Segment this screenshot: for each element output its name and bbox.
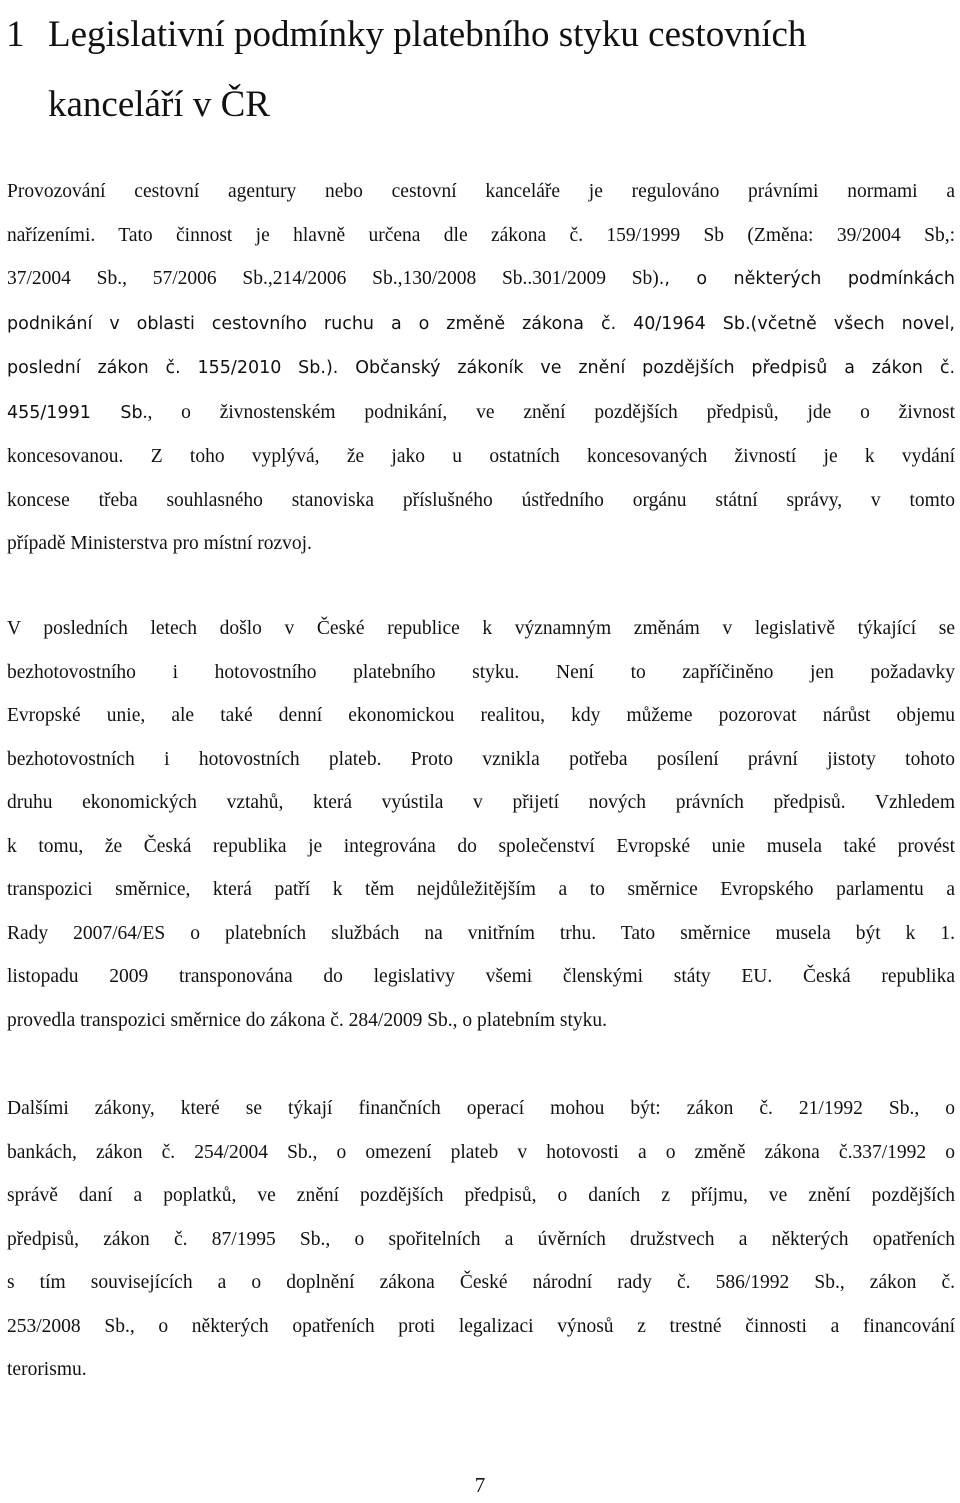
text-segment: V posledních letech došlo v České republice k významným změnám v legislativě týkající se (7, 618, 955, 639)
text-segment: bankách, zákon č. 254/2004 Sb., o omezení plateb v hotovosti a o změně zákona č.337/1992 o (7, 1141, 955, 1163)
text-line (7, 607, 955, 651)
text-segment: koncesovanou. Z toho vyplývá, že jako u ostatních koncesovaných živností je k vydání (7, 446, 955, 467)
text-line (7, 651, 955, 695)
text-segment: 253/2008 Sb., o některých opatřeních proti legalizaci výnosů z trestné činnosti a financování (7, 1315, 955, 1337)
text-segment: ., o některých podmínkách (658, 269, 955, 289)
paragraph-3 (7, 1087, 955, 1392)
text-segment: poslední zákon č. 155/2010 Sb.). (7, 358, 356, 378)
text-line (7, 522, 955, 566)
chapter-title-line-1: Legislativní podmínky platebního styku cestovních (48, 14, 807, 55)
text-segment: případě Ministerstva pro místní rozvoj. (7, 533, 312, 554)
chapter-number: 1 (6, 14, 25, 55)
text-line (7, 781, 955, 825)
text-line (7, 999, 955, 1043)
text-line (7, 1348, 955, 1392)
text-line (7, 868, 955, 912)
text-line (7, 1218, 955, 1262)
text-segment: koncese třeba souhlasného stanoviska příslušného ústředního orgánu státní správy, v tomto (7, 489, 955, 511)
text-line (7, 1087, 955, 1131)
chapter-title-line-2: kanceláří v ČR (48, 84, 270, 125)
text-segment: Evropské unie, ale také denní ekonomickou realitou, kdy můžeme pozorovat nárůst objemu (7, 705, 955, 726)
text-segment: podnikání v oblasti cestovního ruchu a o změně zákona č. 40/1964 Sb.(včetně všech novel, (7, 313, 955, 334)
text-segment: Rady 2007/64/ES o platebních službách na vnitřním trhu. Tato směrnice musela být k 1. (7, 922, 955, 944)
text-line (7, 825, 955, 869)
text-segment: nařízeními. Tato činnost je hlavně určena dle zákona č. 159/1999 Sb (Změna: 39/2004 Sb,: (7, 224, 955, 246)
text-segment: předpisů, zákon č. 87/1995 Sb., o spořitelních a úvěrních družstvech a některých opatřeních (7, 1228, 955, 1250)
text-line (7, 170, 955, 214)
text-segment: listopadu 2009 transponována do legislativy všemi členskými státy EU. Česká republika (7, 966, 955, 987)
text-segment: provedla transpozici směrnice do zákona č. 284/2009 Sb., o platebním styku. (7, 1009, 608, 1031)
text-segment: správě daní a poplatků, ve znění pozdějších předpisů, o daních z příjmu, ve znění pozdějších (7, 1185, 955, 1206)
text-segment: Dalšími zákony, které se týkají finančních operací mohou být: zákon č. 21/1992 Sb., o (7, 1098, 955, 1119)
text-line (7, 694, 955, 738)
text-line (7, 1261, 955, 1305)
text-line (7, 257, 955, 302)
text-segment: bezhotovostních i hotovostních plateb. Proto vznikla potřeba posílení právní jistoty tohoto (7, 748, 955, 770)
text-line (7, 391, 955, 436)
text-line (7, 1305, 955, 1349)
text-segment: transpozici směrnice, která patří k těm nejdůležitějším a to směrnice Evropského parlamentu a (7, 879, 955, 900)
text-segment: Občanský zákoník ve znění pozdějších předpisů a zákon č. (355, 358, 955, 378)
chapter-heading (6, 0, 956, 140)
text-line (7, 912, 955, 956)
text-line (7, 738, 955, 782)
text-line (7, 955, 955, 999)
text-segment: k tomu, že Česká republika je integrována do společenství Evropské unie musela také provést (7, 835, 955, 857)
text-line (7, 346, 955, 391)
paragraph-2 (7, 607, 955, 1042)
text-segment: 455/1991 Sb (7, 402, 143, 423)
text-segment: ., o živnostenském podnikání, ve znění pozdějších předpisů, jde o živnost (142, 401, 955, 423)
text-segment: terorismu. (7, 1359, 87, 1380)
text-segment: s tím souvisejících a o doplnění zákona České národní rady č. 586/1992 Sb., zákon č. (7, 1272, 955, 1293)
page-number: 7 (474, 1473, 486, 1497)
text-segment: druhu ekonomických vztahů, která vyústila v přijetí nových právních předpisů. Vzhledem (7, 792, 955, 813)
text-line (7, 302, 955, 347)
text-segment: Provozování cestovní agentury nebo cestovní kanceláře je regulováno právními normami a (7, 181, 955, 202)
text-segment: 37/2004 Sb., 57/2006 Sb.,214/2006 Sb.,130/2008 Sb..301/2009 Sb) (7, 268, 659, 289)
text-line (7, 214, 955, 258)
text-line (7, 1131, 955, 1175)
text-line (7, 479, 955, 523)
text-segment: bezhotovostního i hotovostního platebního styku. Není to zapříčiněno jen požadavky (7, 661, 955, 683)
text-line (7, 1174, 955, 1218)
paragraph-1 (7, 170, 955, 566)
text-line (7, 435, 955, 479)
